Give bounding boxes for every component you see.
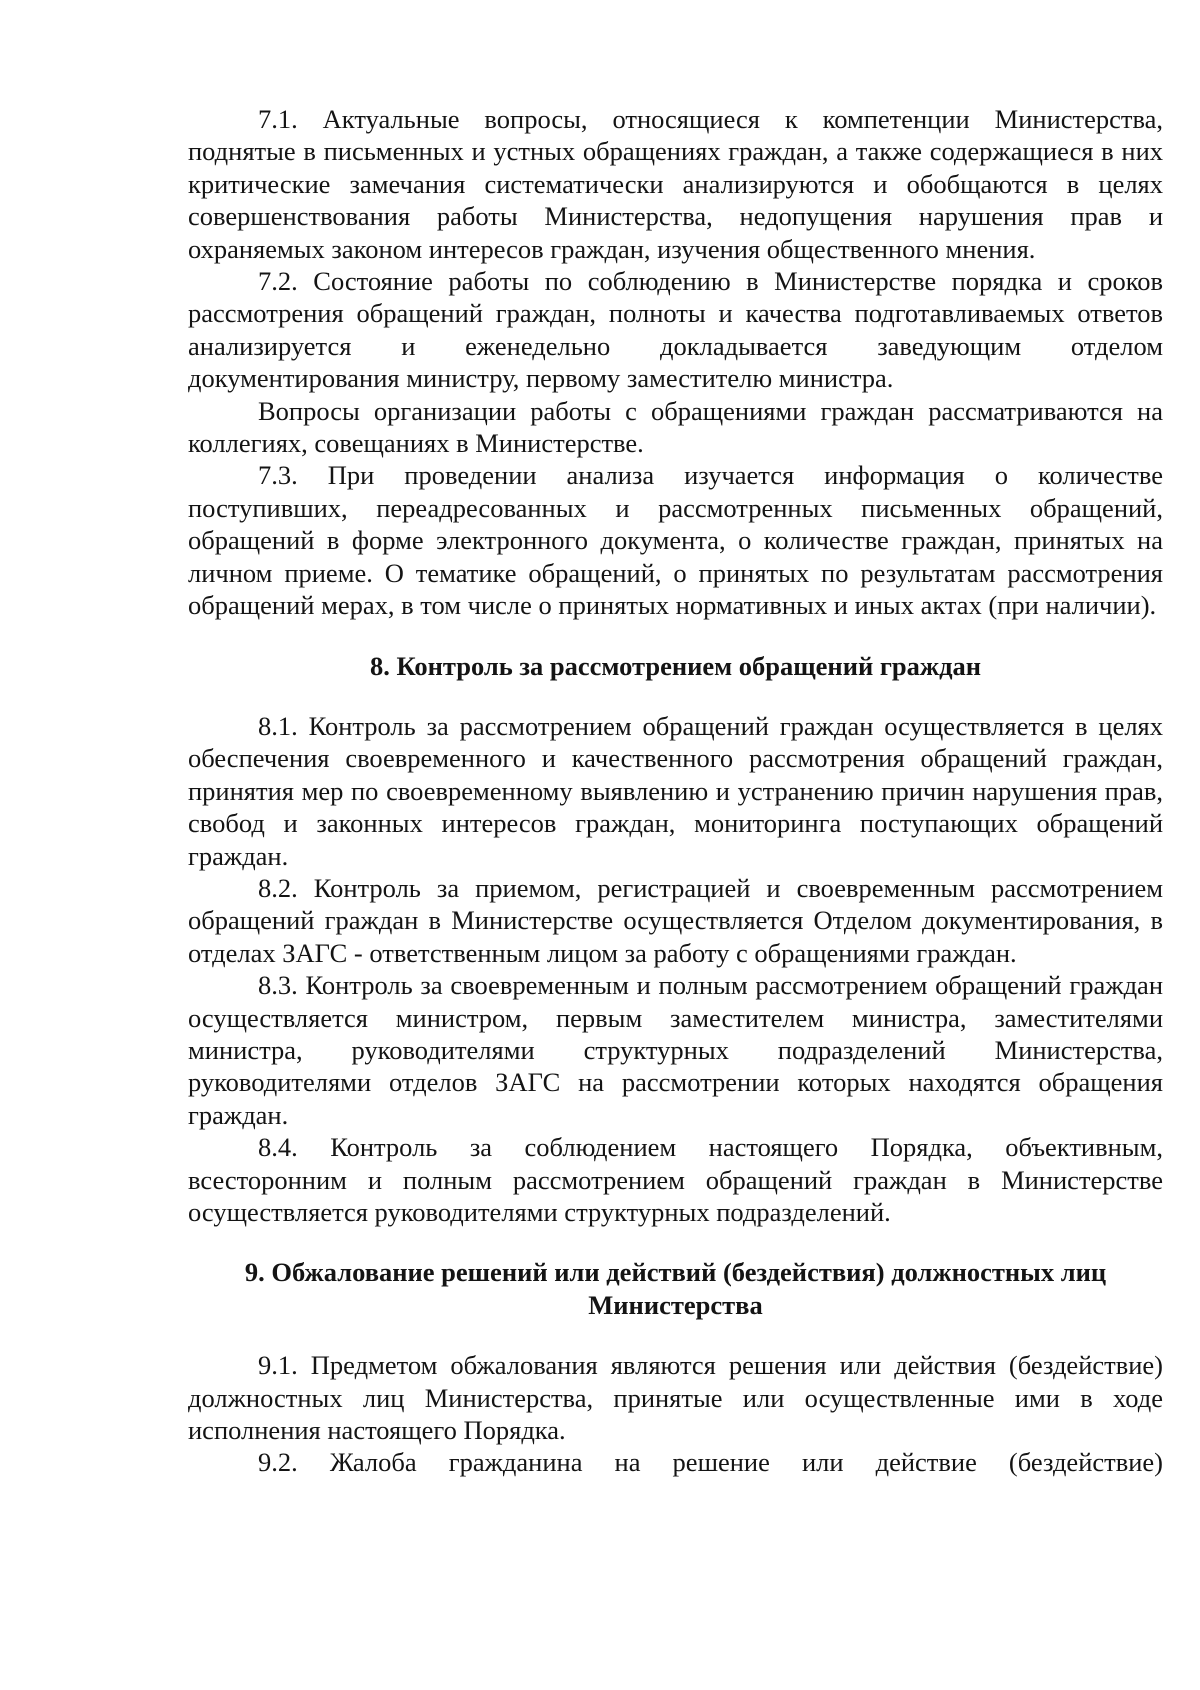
paragraph-9-2: 9.2. Жалоба гражданина на решение или действие (бездействие) [258,1447,1163,1478]
spacer [188,1321,1163,1349]
section-9-heading-line-2: Министерства [588,1289,763,1320]
document-body [188,103,1163,1479]
paragraph-8-4: 8.4. Контроль за соблюдением настоящего Порядка, объективным, всесторонним и полным рассмотрением обращений граждан в Министерстве осуществляется руководителями структурных подразделений. [188,1132,1163,1227]
paragraph-9-1: 9.1. Предметом обжалования являются решения или действия (бездействие) должностных лиц Министерства, принятые или осуществленные ими в ходе исполнения настоящего Порядка. [188,1350,1163,1446]
spacer [188,682,1163,710]
spacer [188,622,1163,650]
section-9-heading [188,1256,1163,1321]
paragraph-7-2-continuation: Вопросы организации работы с обращениями граждан рассматриваются на коллегиях, совещаниях в Министерстве. [188,395,1163,459]
spacer [188,1228,1163,1256]
paragraph-7-3: 7.3. При проведении анализа изучается информация о количестве поступивших, переадресованных и рассмотренных письменных обращений, обращений в форме электронного документа, о количестве граждан, принятых на личном приеме. О тематике обращений, о принятых по результатам рассмотрения обращений мерах, в том числе о принятых нормативных и иных актах (при наличии). [188,460,1163,621]
section-9-heading-line-1: 9. Обжалование решений или действий (бездействия) должностных лиц [244,1257,1107,1288]
paragraph-8-2: 8.2. Контроль за приемом, регистрацией и своевременным рассмотрением обращений граждан в Министерстве осуществляется Отделом документирования, в отделах ЗАГС - ответственным лицом за работу с обращениями граждан. [188,872,1163,968]
paragraph-7-2: 7.2. Состояние работы по соблюдению в Министерстве порядка и сроков рассмотрения обращений граждан, полноты и качества подготавливаемых ответов анализируется и еженедельно докладывается заведующим отделом документирования министру, первому заместителю министра. [188,266,1163,394]
section-8-heading: 8. Контроль за рассмотрением обращений граждан [369,650,982,681]
paragraph-7-1: 7.1. Актуальные вопросы, относящиеся к компетенции Министерства, поднятые в письменных и устных обращениях граждан, а также содержащиеся в них критические замечания систематически анализируются и обобщаются в целях совершенствования работы Министерства, недопущения нарушения прав и охраняемых законом интересов граждан, изучения общественного мнения. [188,104,1163,264]
paragraph-8-1: 8.1. Контроль за рассмотрением обращений граждан осуществляется в целях обеспечения своевременного и качественного рассмотрения обращений граждан, принятия мер по своевременному выявлению и устранению причин нарушения прав, свобод и законных интересов граждан, мониторинга поступающих обращений граждан. [188,710,1163,871]
paragraph-8-3: 8.3. Контроль за своевременным и полным рассмотрением обращений граждан осуществляется министром, первым заместителем министра, заместителями министра, руководителями структурных подразделений Министерства, руководителями отделов ЗАГС на рассмотрении которых находятся обращения граждан. [188,970,1163,1130]
